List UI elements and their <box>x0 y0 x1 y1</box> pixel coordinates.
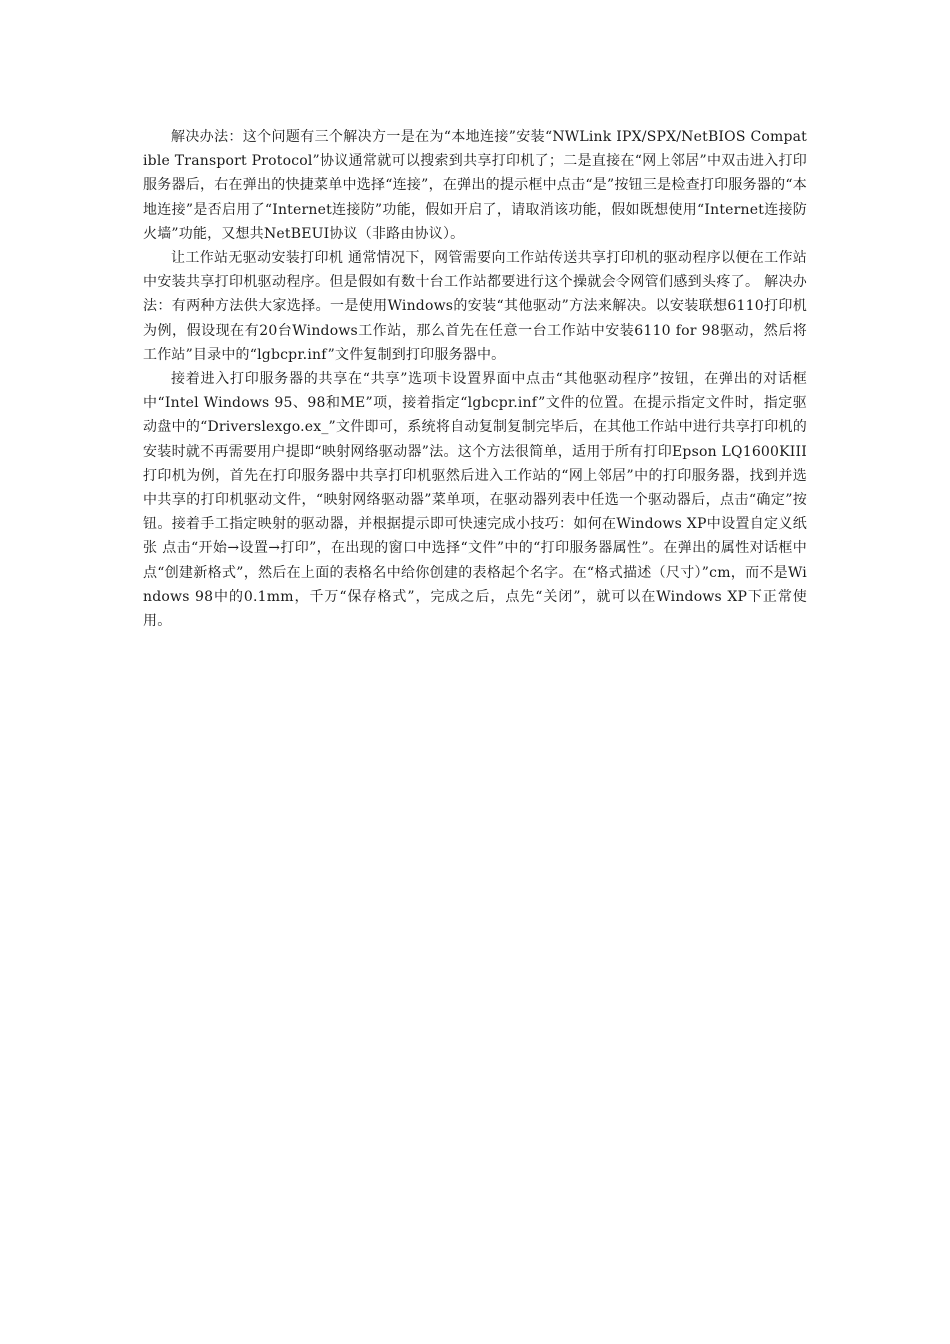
paragraph-2: 让工作站无驱动安装打印机 通常情况下，网管需要向工作站传送共享打印机的驱动程序以便在工作站中安装共享打印机驱动程序。但是假如有数十台工作站都要进行这个操就会令网管们感到头疼了。 解决办法：有两种方法供大家选择。一是使用Windows的安装“其他驱动”方法来解决。以安装联想6110打印机为例，假设现在有20台Windows工作站，那么首先在任意一台工作站中安装6110 for 98驱动，然后将工作站”目录中的“lgbcpr.inf”文件复制到打印服务器中。 <box>143 250 807 363</box>
document-body <box>143 125 807 633</box>
paragraph-1: 解决办法：这个问题有三个解决方一是在为“本地连接”安装“NWLink IPX/SPX/NetBIOS Compatible Transport Protocol”协议通常就可以搜索到共享打印机了；二是直接在“网上邻居”中双击进入打印服务器后，右在弹出的快捷菜单中选择“连接”，在弹出的提示框中点击“是”按钮三是检查打印服务器的“本地连接”是否启用了“Internet连接防”功能，假如开启了，请取消该功能，假如既想使用“Internet连接防火墙”功能，又想共NetBEUI协议（非路由协议）。 <box>143 129 807 242</box>
paragraph-3: 接着进入打印服务器的共享在“共享”选项卡设置界面中点击“其他驱动程序”按钮，在弹出的对话框中“Intel Windows 95、98和ME”项，接着指定“lgbcpr.inf”文件的位置。在提示指定文件时，指定驱动盘中的“Driverslexgo.ex_”文件即可，系统将自动复制复制完毕后，在其他工作站中进行共享打印机的安装时就不再需要用户提即“映射网络驱动器”法。这个方法很简单，适用于所有打印Epson LQ1600KIII打印机为例，首先在打印服务器中共享打印机驱然后进入工作站的“网上邻居”中的打印服务器，找到并选中共享的打印机驱动文件，“映射网络驱动器”菜单项，在驱动器列表中任选一个驱动器后，点击“确定”按钮。接着手工指定映射的驱动器，并根据提示即可快速完成小技巧：如何在Windows XP中设置自定义纸张 点击“开始→设置→打印”，在出现的窗口中选择“文件”中的“打印服务器属性”。在弹出的属性对话框中点“创建新格式”，然后在上面的表格名中给你创建的表格起个名字。在“格式描述（尺寸）”cm，而不是Windows 98中的0.1mm，千万“保存格式”，完成之后，点先“关闭”，就可以在Windows XP下正常使用。 <box>143 371 807 630</box>
